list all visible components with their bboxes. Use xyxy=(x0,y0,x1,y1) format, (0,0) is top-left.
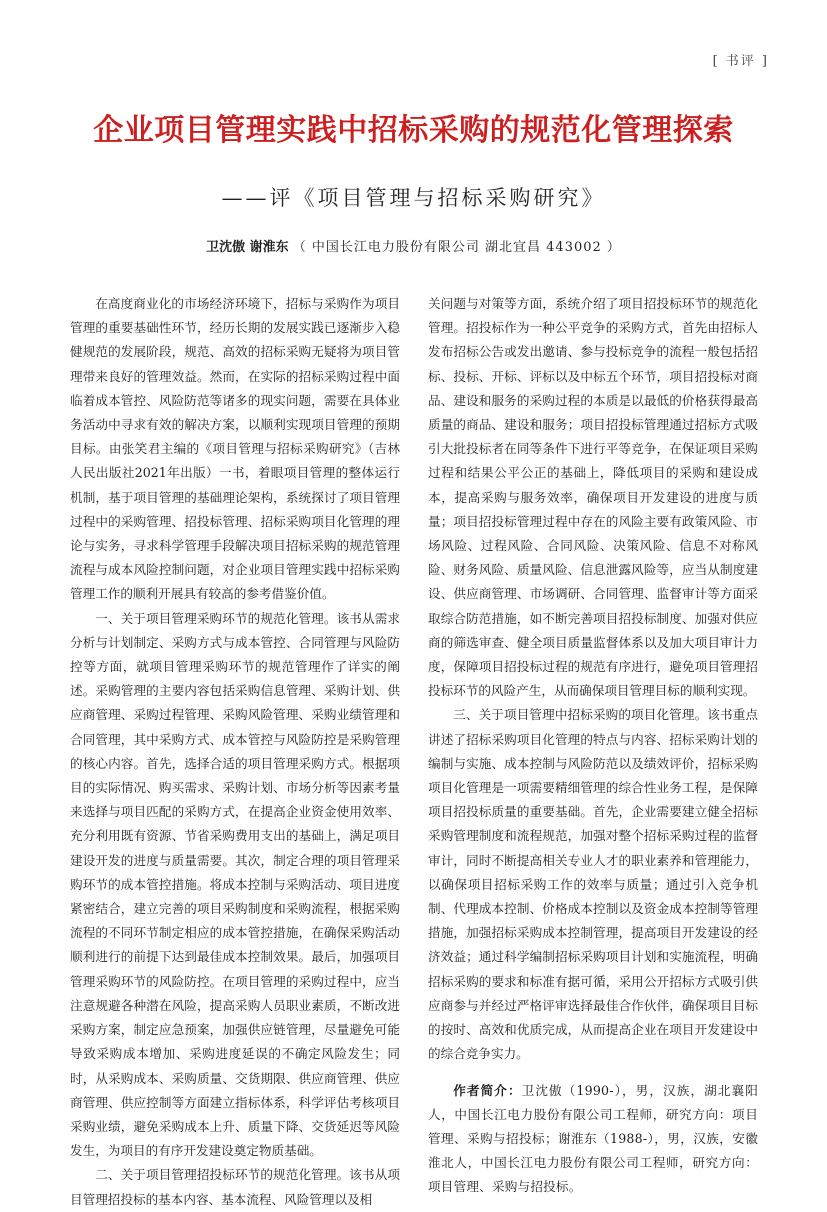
paragraph-section-2-cont: 关问题与对策等方面，系统介绍了项目招投标环节的规范化管理。招投标作为一种公平竞争的采购方式，首先由招标人发布招标公告或发出邀请、参与投标竞争的流程一般包括招标、投标、开标、评标以及中标五个环节，项目招投标对商品、建设和服务的采购过程的本质是以最低的价格获得最高质量的商品、建设和服务；项目招投标管理通过招标方式吸引大批投标者在同等条件下进行平等竞争，在保证项目采购过程和结果公平公正的基础上，降低项目的采购和建设成本，提高采购与服务效率，确保项目开发建设的进度与质量；项目招投标管理过程中存在的风险主要有政策风险、市场风险、过程风险、合同风险、决策风险、信息不对称风险、财务风险、质量风险、信息泄露风险等，应当从制度建设、供应商管理、市场调研、合同管理、监督审计等方面采取综合防范措施，如不断完善项目招投标制度、加强对供应商的筛选审查、健全项目质量监督体系以及加大项目审计力度，保障项目招投标过程的规范有序进行，避免项目管理招投标环节的风险产生，从而确保项目管理目标的顺利实现。 xyxy=(428,296,758,699)
paragraph-section-3: 三、关于项目管理中招标采购的项目化管理。该书重点讲述了招标采购项目化管理的特点与内容、招标采购计划的编制与实施、成本控制与风险防范以及绩效评价，招标采购项目化管理是一项需要精细管理的综合性业务工程，是保障项目招投标质量的重要基础。首先，企业需要建立健全招标采购管理制度和流程规范，加强对整个招标采购过程的监督审计，同时不断提高相关专业人才的职业素养和管理能力，以确保项目招标采购工作的效率与质量；通过引入竞争机制、代理成本控制、价格成本控制以及资金成本控制等管理措施，加强招标采购成本控制管理，提高项目开发建设的经济效益；通过科学编制招标采购项目计划和实施流程，明确招标采购的要求和标准有据可循，采用公开招标方式吸引供应商参与并经过严格评审选择最佳合作伙伴，确保项目目标的按时、高效和优质完成，从而提高企业在项目开发建设中的综合竞争实力。 xyxy=(428,707,758,1062)
affiliation: （ 中国长江电力股份有限公司 湖北宜昌 443002 ） xyxy=(292,240,621,255)
paragraph-section-1: 一、关于项目管理采购环节的规范化管理。该书从需求分析与计划制定、采购方式与成本管控、合同管理与风险防控等方面，就项目管理采购环节的规范管理作了详实的阐述。采购管理的主要内容包括采购信息管理、采购计划、供应商管理、采购过程管理、采购风险管理、采购业绩管理和合同管理，其中采购方式、成本管控与风险防控是采购管理的核心内容。首先，选择合适的项目管理采购方式。根据项目的实际情况、购买需求、采购计划、市场分析等因素考量来选择与项目匹配的采购方式，在提高企业资金使用效率、充分利用既有资源、节省采购费用支出的基础上，满足项目建设开发的进度与质量需要。其次，制定合理的项目管理采购环节的成本管控措施。将成本控制与采购活动、项目进度紧密结合，建立完善的项目采购制度和采购流程，根据采购流程的不同环节制定相应的成本管控措施，在确保采购活动顺利进行的前提下达到最佳成本控制效果。最后，加强项目管理采购环节的风险防控。在项目管理的采购过程中，应当注意规避各种潜在风险，提高采购人员职业素质，不断改进采购方案，制定应急预案，加强供应链管理，尽量避免可能导致采购成本增加、采购进度延误的不确定风险发生；同时，从采购成本、采购质量、交货期限、供应商管理、供应商管理、供应控制等方面建立指标体系，科学评估考核项目采购业绩，避免采购成本上升、质量下降、交货延迟等风险发生，为项目的有序开发建设奠定物质基础。 xyxy=(70,610,400,1159)
paragraph-intro: 在高度商业化的市场经济环境下，招标与采购作为项目管理的重要基础性环节，经历长期的发展实践已逐渐步入稳健规范的发展阶段，规范、高效的招标采购无疑将为项目管理带来良好的管理效益。然而，在实际的招标采购过程中面临着成本管控、风险防范等诸多的现实问题，需要在具体业务活动中寻求有效的解决方案，以顺利实现项目管理的预期目标。由张笑君主编的《项目管理与招标采购研究》（吉林人民出版社2021年出版）一书，着眼项目管理的整体运行机制，基于项目管理的基础理论架构，系统探讨了项目管理过程中的采购管理、招投标管理、招标采购项目化管理的理论与实务，寻求科学管理手段解决项目招标采购的规范管理流程与成本风险控制问题，对企业项目管理实践中招标采购管理工作的顺利开展具有较高的参考借鉴价值。 xyxy=(70,296,400,602)
article-subtitle: ——评《项目管理与招标采购研究》 xyxy=(221,186,606,210)
paragraph-section-2-start: 二、关于项目管理招投标环节的规范化管理。该书从项目管理招投标的基本内容、基本流程、风险管理以及相 xyxy=(70,1167,400,1207)
byline xyxy=(0,236,827,255)
left-column xyxy=(70,292,400,1212)
section-tag: [ 书评 ] xyxy=(712,54,769,69)
article-title: 企业项目管理实践中招标采购的规范化管理探索 xyxy=(93,113,734,148)
author-intro-text: 卫沈傲（1990-），男，汉族，湖北襄阳人，中国长江电力股份有限公司工程师，研究方向：项目管理、采购与招投标；谢淮东（1988-），男，汉族，安徽淮北人，中国长江电力股份有限公司工程师，研究方向：项目管理、采购与招投标。 xyxy=(428,1082,758,1195)
author-intro-label: 作者简介： xyxy=(453,1082,522,1098)
authors: 卫沈傲 谢淮东 xyxy=(206,240,289,255)
author-intro xyxy=(428,1079,758,1200)
right-column xyxy=(428,292,758,1200)
